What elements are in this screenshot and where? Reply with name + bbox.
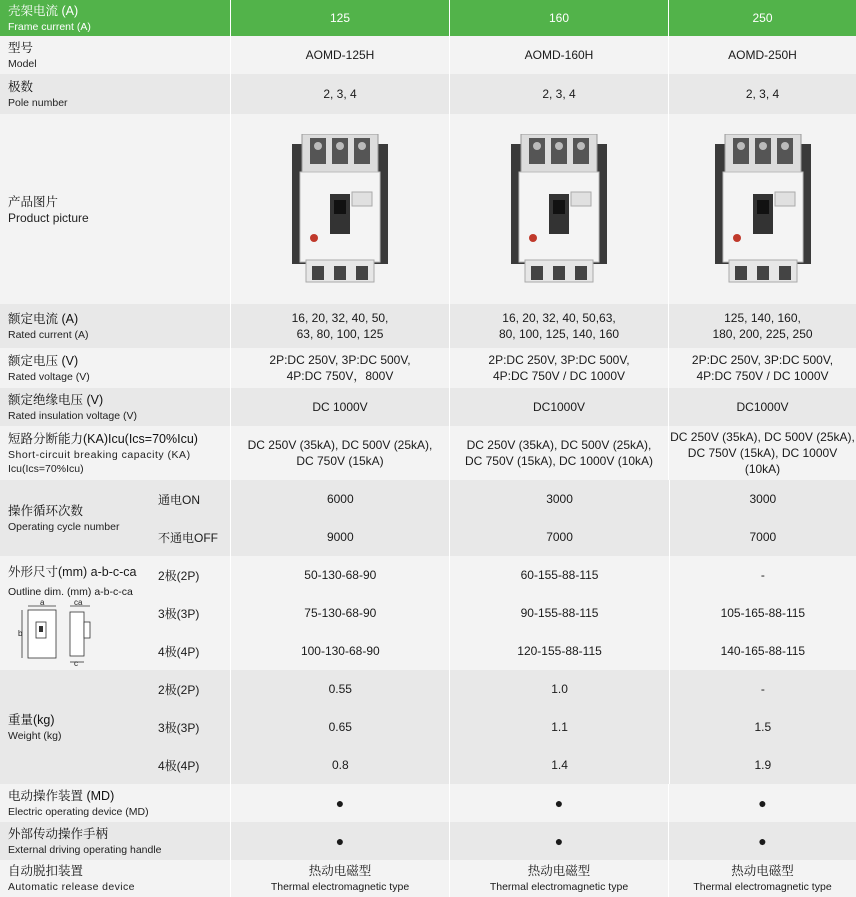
insulation-voltage-125: DC 1000V (231, 388, 450, 426)
release-row (0, 860, 856, 897)
handle-160: ● (450, 822, 669, 860)
breaker-image-125 (290, 134, 390, 284)
line-2: 63, 80, 100, 125 (296, 327, 384, 341)
weight-125 (231, 670, 450, 784)
md-250: ● (758, 795, 767, 811)
release-label (0, 860, 231, 897)
handle-250: ● (758, 833, 767, 849)
breaker-image-250 (713, 134, 813, 284)
label-en: Frame current (A) (8, 20, 91, 33)
model-160: AOMD-160H (450, 36, 669, 74)
cycles-off-160: 7000 (546, 530, 573, 544)
dims-3p-160: 90-155-88-115 (520, 606, 599, 620)
md-160: ● (450, 784, 669, 822)
breaking-capacity-row (0, 426, 856, 480)
label-zh: 重量(kg) (8, 712, 55, 727)
cycles-label-block (0, 480, 231, 556)
cycles-250 (670, 480, 856, 556)
line-1: 2P:DC 250V, 3P:DC 500V, (269, 353, 411, 367)
handle-row (0, 822, 856, 860)
dims-4p-label: 4极(4P) (158, 644, 200, 659)
label-en: Pole number (8, 96, 68, 109)
label-zh: 产品图片 (8, 194, 59, 209)
label-en: Model (8, 57, 37, 70)
line-1: 125, 140, 160, (724, 311, 801, 325)
label-en: Automatic release device (8, 881, 135, 893)
cycles-on-160: 3000 (546, 492, 573, 506)
cycles-off-250: 7000 (749, 530, 777, 544)
dims-4p-125: 100-130-68-90 (300, 644, 380, 658)
header-col-125: 125 (231, 0, 450, 36)
line-2: 4P:DC 750V / DC 1000V (492, 369, 626, 383)
model-row (0, 36, 856, 74)
dims-250 (670, 556, 856, 670)
rated-voltage-row (0, 348, 856, 388)
outline-dimension-diagram (18, 600, 102, 666)
rated-current-row (0, 304, 856, 348)
weight-row (0, 670, 856, 784)
cycles-row (0, 480, 856, 556)
weight-3p-160: 1.1 (551, 720, 568, 734)
label-en: Rated voltage (V) (8, 370, 90, 383)
release-125 (231, 860, 450, 897)
dims-label (8, 564, 136, 599)
label-zh: 额定电压 (V) (8, 353, 79, 368)
breaker-image-160 (509, 134, 609, 284)
breaking-capacity-160 (450, 426, 669, 480)
line-2: DC 750V (15kA) (296, 454, 384, 468)
line-en: Thermal electromagnetic type (693, 880, 832, 893)
picture-row (0, 114, 856, 304)
header-col-160: 160 (450, 0, 669, 36)
weight-160 (450, 670, 669, 784)
line-1: DC 250V (35kA), DC 500V (25kA), (247, 438, 433, 452)
label-zh: 外部传动操作手柄 (8, 826, 109, 841)
diagram-label-b: b (18, 629, 23, 638)
label-en: Electric operating device (MD) (8, 805, 149, 818)
breaking-capacity-label (0, 426, 231, 480)
weight-4p-125: 0.8 (331, 758, 349, 772)
weight-label (0, 670, 150, 784)
pole-125: 2, 3, 4 (231, 74, 450, 114)
model-label (0, 36, 231, 74)
pole-250: 2, 3, 4 (745, 87, 780, 101)
md-125: ● (231, 784, 450, 822)
insulation-voltage-160: DC1000V (450, 388, 669, 426)
insulation-voltage-row (0, 388, 856, 426)
rated-voltage-label (0, 348, 231, 388)
dims-row (0, 556, 856, 670)
label-zh: 极数 (8, 79, 34, 94)
dims-4p-250: 140-165-88-115 (720, 644, 806, 658)
cycles-160 (450, 480, 669, 556)
dims-125 (231, 556, 450, 670)
dims-label-block (0, 556, 231, 670)
cycles-label (0, 480, 150, 556)
label-en: Outline dim. (mm) a-b-c-ca (8, 586, 133, 598)
cycles-on-125: 6000 (326, 492, 354, 506)
label-en: Rated insulation voltage (V) (8, 409, 137, 422)
insulation-voltage-250: DC1000V (736, 400, 789, 414)
line-2: DC 750V (15kA), DC 1000V (10kA) (464, 454, 654, 468)
label-en: Short-circuit breaking capacity (KA) (8, 448, 191, 461)
rated-current-160 (450, 304, 669, 348)
model-125: AOMD-125H (231, 36, 450, 74)
weight-2p-label: 2极(2P) (158, 682, 200, 697)
label-zh: 额定电流 (A) (8, 311, 79, 326)
rated-current-250 (669, 304, 856, 348)
label-zh: 电动操作装置 (MD) (8, 788, 115, 803)
label-en: Rated current (A) (8, 328, 89, 341)
label-en: Operating cycle number (8, 520, 120, 533)
line-2: 4P:DC 750V / DC 1000V (696, 369, 829, 383)
line-1: 16, 20, 32, 40, 50,63, (502, 311, 616, 325)
weight-2p-160: 1.0 (551, 682, 568, 696)
weight-3p-250: 1.5 (754, 720, 772, 734)
dims-2p-160: 60-155-88-115 (520, 568, 599, 582)
pole-label (0, 74, 231, 114)
handle-label (0, 822, 231, 860)
rated-voltage-125 (231, 348, 450, 388)
line-2: DC 750V (15kA), DC 1000V (10kA) (687, 446, 838, 476)
line-2: 4P:DC 750V，800V (286, 369, 394, 383)
header-row (0, 0, 856, 36)
handle-125: ● (231, 822, 450, 860)
weight-4p-160: 1.4 (551, 758, 568, 772)
weight-2p-250: - (760, 682, 765, 696)
cycles-125 (231, 480, 450, 556)
rated-current-label (0, 304, 231, 348)
breaking-capacity-125 (231, 426, 450, 480)
breaking-capacity-250 (669, 426, 856, 480)
header-col-250: 250 (752, 11, 773, 25)
line-zh: 热动电磁型 (731, 863, 794, 878)
dims-3p-250: 105-165-88-115 (720, 606, 806, 620)
label-en: Product picture (8, 210, 89, 225)
md-row (0, 784, 856, 822)
dims-2p-250: - (760, 568, 765, 582)
weight-3p-125: 0.65 (328, 720, 352, 734)
cycles-off-125: 9000 (326, 530, 354, 544)
diagram-label-a: a (40, 600, 45, 607)
cycles-on-label: 通电ON (158, 492, 201, 507)
line-2: 180, 200, 225, 250 (712, 327, 813, 341)
line-1: 2P:DC 250V, 3P:DC 500V, (691, 353, 834, 367)
pole-row (0, 74, 856, 114)
label-en-2: Icu(Ics=70%Icu) (8, 462, 84, 475)
line-zh: 热动电磁型 (308, 863, 372, 878)
weight-2p-125: 0.55 (328, 682, 352, 696)
line-2: 80, 100, 125, 140, 160 (498, 327, 620, 341)
picture-label (0, 114, 231, 304)
dims-3p-label: 3极(3P) (158, 606, 200, 621)
label-en: External driving operating handle (8, 843, 162, 856)
line-1: 2P:DC 250V, 3P:DC 500V, (488, 353, 630, 367)
dims-2p-125: 50-130-68-90 (304, 568, 377, 582)
label-zh: 自动脱扣装置 (8, 864, 84, 878)
label-en: Weight (kg) (8, 729, 62, 742)
weight-3p-label: 3极(3P) (158, 720, 200, 735)
insulation-voltage-label (0, 388, 231, 426)
diagram-label-ca: ca (74, 600, 83, 607)
release-250 (669, 860, 856, 897)
model-250: AOMD-250H (728, 48, 797, 62)
weight-label-block (0, 670, 231, 784)
cycles-on-250: 3000 (749, 492, 777, 506)
weight-250 (670, 670, 856, 784)
line-1: 16, 20, 32, 40, 50, (291, 311, 389, 325)
cycles-off-label: 不通电OFF (158, 530, 218, 545)
dims-3p-125: 75-130-68-90 (304, 606, 377, 620)
diagram-label-c: c (74, 659, 78, 666)
line-1: DC 250V (35kA), DC 500V (25kA), (670, 430, 855, 444)
pole-160: 2, 3, 4 (450, 74, 669, 114)
dims-2p-label: 2极(2P) (158, 568, 200, 583)
picture-160 (450, 114, 669, 304)
label-zh: 额定绝缘电压 (V) (8, 392, 104, 407)
label-zh: 外形尺寸(mm) a-b-c-ca (8, 565, 137, 579)
weight-4p-label: 4极(4P) (158, 758, 200, 773)
release-160 (450, 860, 669, 897)
picture-125 (231, 114, 450, 304)
label-zh: 操作循环次数 (8, 503, 84, 518)
label-zh: 短路分断能力(KA)Icu(Ics=70%Icu) (8, 431, 198, 446)
label-zh: 壳架电流 (A) (8, 3, 79, 18)
dims-160 (450, 556, 669, 670)
line-zh: 热动电磁型 (527, 863, 591, 878)
frame-current-label (0, 0, 231, 36)
md-label (0, 784, 231, 822)
label-zh: 型号 (8, 40, 34, 55)
picture-250 (669, 114, 856, 304)
line-en: Thermal electromagnetic type (270, 880, 410, 893)
line-en: Thermal electromagnetic type (489, 880, 629, 893)
rated-voltage-160 (450, 348, 669, 388)
line-1: DC 250V (35kA), DC 500V (25kA), (466, 438, 652, 452)
dims-4p-160: 120-155-88-115 (517, 644, 602, 658)
rated-voltage-250 (669, 348, 856, 388)
weight-4p-250: 1.9 (754, 758, 772, 772)
rated-current-125 (231, 304, 450, 348)
